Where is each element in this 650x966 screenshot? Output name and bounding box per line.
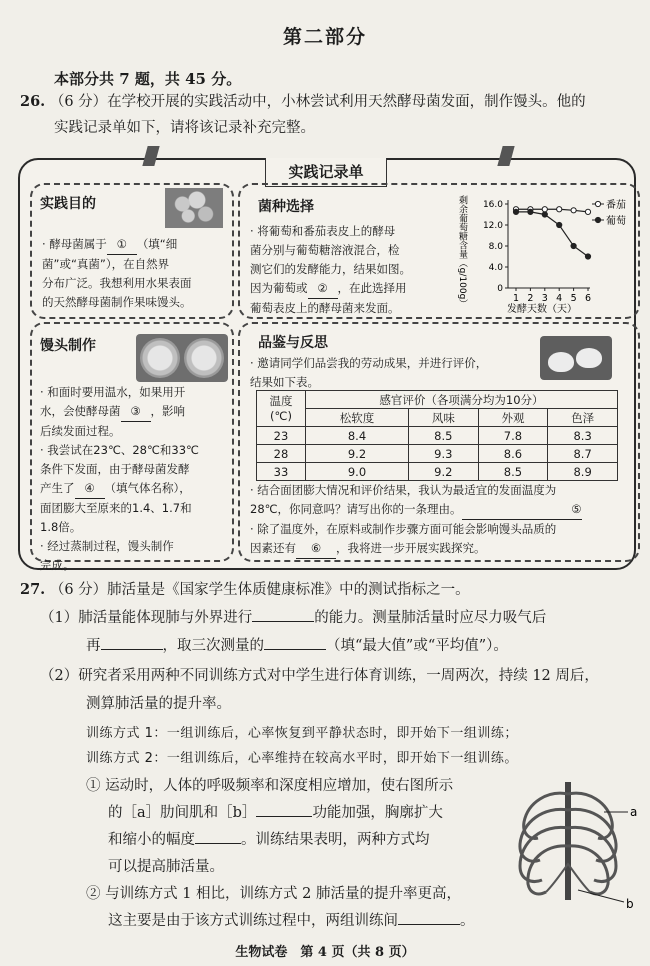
strain-line: 因为葡萄或 — [250, 281, 308, 295]
q27-text: （1）肺活量能体现肺与外界进行 — [40, 610, 253, 626]
steamed-text — [40, 383, 226, 575]
q26-number: 26. — [20, 93, 46, 110]
steamed-line: 后续发面过程。 — [40, 424, 121, 438]
steamed-line: · 我尝试在23℃、28℃和33℃ — [40, 443, 199, 457]
conclusion-line: ，我将进一步开展实践探究。 — [336, 541, 486, 555]
q27-part2-line1: （2）研究者采用两种不同训练方式对中学生进行体育训练，一周两次，持续 12 周后， — [40, 668, 599, 684]
review-title: 品鉴与反思 — [258, 335, 328, 351]
blank-q27-2 — [101, 649, 163, 650]
purpose-line: 的天然酵母菌制作果味馒头。 — [42, 295, 192, 309]
conclusion-line: · 除了温度外，在原料或制作步骤方面可能会影响馒头品质的 — [250, 522, 557, 536]
chart-x-tick-label: 1 — [512, 293, 520, 304]
q27-intro: （6 分）肺活量是《国家学生体质健康标准》中的测试指标之一。 — [49, 582, 470, 598]
q27-text: 这主要是由于该方式训练过程中，两组训练间 — [108, 913, 398, 929]
review-intro-line: 结果如下表。 — [250, 375, 319, 389]
conclusion-line: 因素还有 — [250, 541, 296, 555]
cell: 9.2 — [306, 445, 409, 463]
steamed-title: 馒头制作 — [40, 338, 96, 354]
training-method-2: 训练方式 2：一组训练后，心率维持在较高水平时，即开始下一组训练。 — [86, 751, 518, 766]
cell: 28 — [257, 445, 306, 463]
chart-legend-marker — [595, 201, 600, 206]
page-footer: 生物试卷 第 4 页（共 8 页） — [235, 945, 415, 960]
table-row — [257, 445, 618, 463]
part-info: 本部分共 7 题，共 45 分。 — [54, 70, 242, 88]
cell: 9.2 — [409, 463, 479, 481]
purpose-line: · 酵母菌属于 — [42, 237, 107, 251]
blank-3: ③ — [121, 402, 151, 422]
q27-sub1-line4: 可以提高肺活量。 — [108, 859, 224, 875]
dough-photo — [136, 334, 228, 382]
q27-text: 。训练结果表明，两种方式均 — [241, 832, 430, 848]
group-header: 感官评价（各项满分均为10分） — [306, 391, 618, 409]
temp-header-label: 温度 — [269, 393, 293, 408]
chart-y-tick-label: 12.0 — [482, 221, 503, 231]
chart-point — [557, 207, 562, 212]
conclusion-line: · 结合面团膨大情况和评价结果，我认为最适宜的发面温度为 — [250, 483, 557, 497]
col-header: 色泽 — [548, 409, 618, 427]
temp-header — [257, 391, 306, 427]
review-conclusion — [250, 481, 632, 559]
ribcage-icon — [520, 782, 616, 900]
q27-part1-line2 — [86, 632, 646, 660]
cell: 8.9 — [548, 463, 618, 481]
chart-x-tick-label: 4 — [556, 293, 563, 304]
strain-line: 葡萄表皮上的酵母菌来发面。 — [250, 301, 400, 315]
chart-series-line-1 — [516, 212, 588, 257]
fermentation-chart — [452, 190, 634, 316]
chart-x-tick-label: 5 — [570, 293, 577, 304]
purpose-line: 菌”或“真菌”），在自然界 — [42, 257, 170, 271]
steamed-line: 1.8倍。 — [40, 520, 82, 534]
q27-part1-line1 — [40, 604, 640, 632]
blank-6: ⑥ — [296, 539, 336, 559]
review-intro-line: · 邀请同学们品尝我的劳动成果，并进行评价， — [250, 356, 488, 370]
label-a: a — [630, 805, 638, 819]
chart-y-tick-label: 8.0 — [488, 242, 503, 252]
chart-point — [571, 243, 576, 248]
cell: 8.7 — [548, 445, 618, 463]
buns-photo — [540, 336, 612, 380]
chart-legend-label: 番茄 — [606, 200, 626, 211]
purpose-text — [42, 235, 224, 312]
col-header: 风味 — [409, 409, 479, 427]
chart-x-tick-label: 2 — [527, 293, 534, 304]
q26-line2: 实践记录单如下，请将该记录补充完整。 — [54, 120, 315, 136]
steamed-line: 面团膨大至原来的1.4、1.7和 — [40, 501, 192, 515]
blank-q27-4 — [256, 816, 312, 817]
bun-image — [576, 348, 602, 368]
q27-stem — [20, 576, 470, 604]
training-method-1: 训练方式 1：一组训练后，心率恢复到平静状态时，即开始下一组训练； — [86, 726, 518, 741]
chart-x-tick-label: 3 — [541, 293, 548, 304]
steamed-line: ，影响 — [150, 404, 185, 418]
table-row — [257, 463, 618, 481]
steamed-line: 完成。 — [40, 558, 75, 572]
bun-image — [548, 352, 574, 372]
q27-sub1-line2 — [108, 799, 443, 827]
record-title: 实践记录单 — [265, 158, 387, 187]
cell: 9.3 — [409, 445, 479, 463]
steamed-line: （填气体名称）， — [104, 481, 191, 495]
blank-q27-3 — [264, 649, 326, 650]
cell: 8.3 — [548, 427, 618, 445]
conclusion-line: 28℃，你同意吗？请写出你的一条理由。 — [250, 502, 462, 516]
cell: 7.8 — [478, 427, 548, 445]
q27-text: 和缩小的幅度 — [108, 832, 195, 848]
cell: 23 — [257, 427, 306, 445]
cell: 33 — [257, 463, 306, 481]
strain-line: · 将葡萄和番茄表皮上的酵母 — [250, 224, 396, 238]
steamed-line: · 和面时要用温水，如果用开 — [40, 385, 186, 399]
q26-line1: （6 分）在学校开展的实践活动中，小林尝试利用天然酵母菌发面，制作馒头。他的 — [49, 94, 586, 110]
purpose-title: 实践目的 — [40, 196, 96, 212]
cell: 8.5 — [409, 427, 479, 445]
table-row — [257, 427, 618, 445]
chart-point — [528, 209, 533, 214]
blank-q27-5 — [195, 843, 241, 844]
steamed-line: 条件下发面，由于酵母菌发酵 — [40, 462, 190, 476]
chart-y-tick-label: 16.0 — [482, 200, 503, 210]
strain-line: ，在此选择用 — [337, 281, 407, 295]
bowl-image — [184, 338, 224, 378]
q27-text: 功能加强，胸廓扩大 — [312, 805, 443, 821]
steamed-line: 产生了 — [40, 481, 75, 495]
chart-point — [513, 209, 518, 214]
strain-line: 菌分别与葡萄糖溶液混合，检 — [250, 243, 400, 257]
chart-legend-marker — [595, 217, 600, 222]
col-header: 外观 — [478, 409, 548, 427]
cell: 8.5 — [478, 463, 548, 481]
q27-text: （填“最大值”或“平均值”）。 — [326, 638, 508, 654]
chart-ylabel: 剩余葡萄糖含量（g/100g） — [457, 195, 467, 309]
chart-point — [585, 209, 590, 214]
bowl-image — [140, 338, 180, 378]
q27-sub1-line1: ① 运动时，人体的呼吸频率和深度相应增加，使右图所示 — [86, 778, 454, 794]
blank-5: ⑤ — [462, 500, 582, 520]
chart-point — [585, 254, 590, 259]
ribcage-figure — [508, 772, 642, 920]
cell: 9.0 — [306, 463, 409, 481]
q27-sub2-line2 — [108, 907, 475, 935]
blank-1: ① — [107, 235, 137, 255]
evaluation-table — [256, 390, 618, 481]
chart-point — [542, 212, 547, 217]
label-b: b — [626, 897, 634, 911]
strain-line: 测它们的发酵能力，结果如图。 — [250, 262, 411, 276]
chart-point — [571, 208, 576, 213]
review-intro — [250, 354, 487, 392]
part-title: 第二部分 — [282, 26, 367, 48]
q27-part2-line2: 测算肺活量的提升率。 — [86, 696, 231, 712]
steamed-line: 水，会使酵母菌 — [40, 404, 121, 418]
blank-q27-6 — [398, 924, 460, 925]
purpose-line: （填“细 — [136, 237, 178, 251]
q27-number: 27. — [20, 581, 46, 598]
blank-2: ② — [308, 279, 338, 299]
q27-text: 。 — [460, 913, 475, 929]
purpose-line: 分布广泛。我想利用水果表面 — [42, 276, 192, 290]
col-header: 松软度 — [306, 409, 409, 427]
cell: 8.6 — [478, 445, 548, 463]
temp-unit-label: (℃) — [270, 408, 292, 423]
strain-title: 菌种选择 — [258, 199, 314, 215]
q27-text: ，取三次测量的 — [162, 638, 264, 654]
chart-x-tick-label: 6 — [584, 293, 592, 304]
q27-text: 再 — [86, 638, 101, 654]
q27-text: 的［a］肋间肌和［b］ — [108, 805, 257, 821]
chart-legend-label: 葡萄 — [606, 216, 626, 227]
q27-sub1-line3 — [108, 826, 430, 854]
q27-sub2-line1: ② 与训练方式 1 相比，训练方式 2 肺活量的提升率更高， — [86, 886, 461, 902]
chart-point — [557, 222, 562, 227]
cell: 8.4 — [306, 427, 409, 445]
chart-y-tick-label: 4.0 — [488, 263, 503, 273]
strain-text — [250, 222, 455, 318]
chart-point — [542, 207, 547, 212]
blank-4: ④ — [75, 479, 105, 499]
chart-y-tick-label: 0 — [497, 284, 503, 294]
steamed-line: · 经过蒸制过程，馒头制作 — [40, 539, 174, 553]
q27-text: 的能力。测量肺活量时应尽力吸气后 — [314, 610, 547, 626]
chart-xlabel: 发酵天数（天） — [507, 304, 577, 315]
blank-q27-1 — [252, 621, 314, 622]
yeast-photo — [165, 188, 223, 228]
q26-stem — [20, 88, 650, 116]
